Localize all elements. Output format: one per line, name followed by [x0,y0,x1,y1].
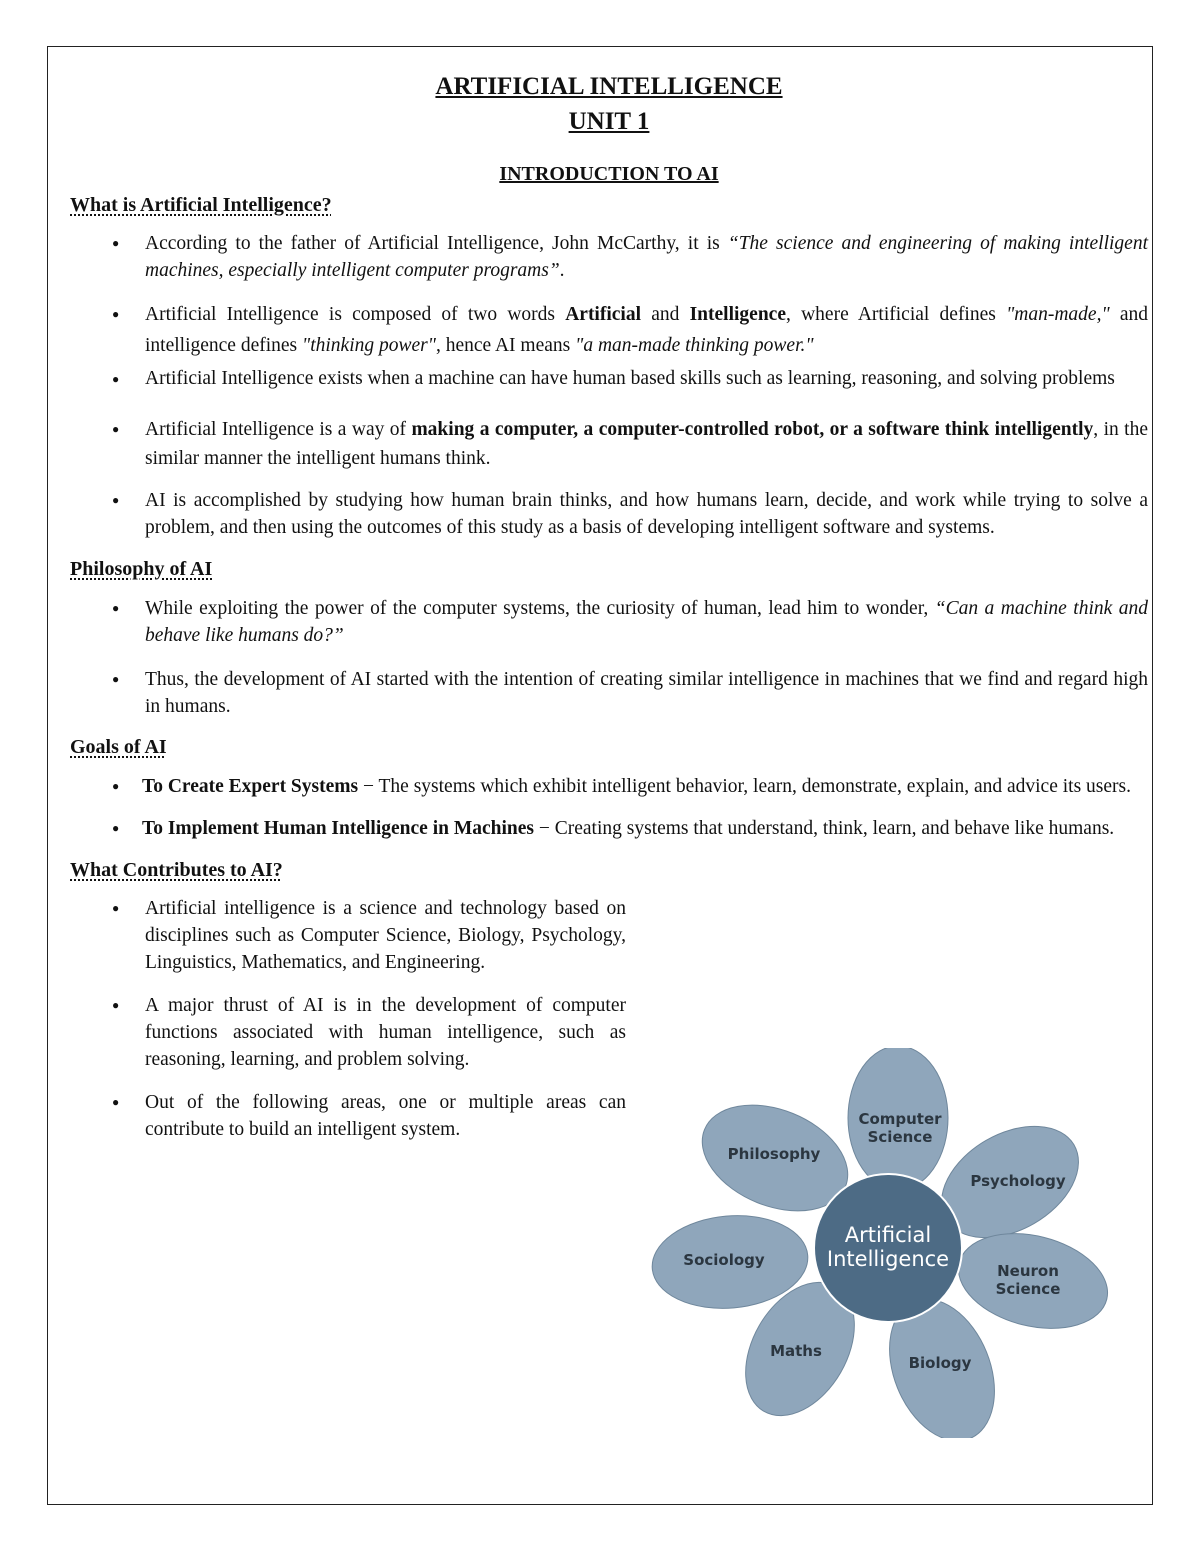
text: − Creating systems that understand, think, learn, and behave like humans. [534,818,1115,839]
text: and [641,304,690,325]
petal-label-computer-science-2: Science [867,1128,933,1146]
list-item: ● A major thrust of AI is in the development of computer functions associated with human intelligence, such as reasoning, learning, and problem solving. [70,992,626,1073]
petal-label-neuron-science-2: Science [995,1280,1061,1298]
list-item [70,415,1148,473]
quote: “The science and engineering of making intelligent machines, especially intelligent computer programs” [145,233,1148,281]
intro-heading: INTRODUCTION TO AI [499,163,719,185]
text: , hence AI means [435,335,576,356]
petal-label-sociology: Sociology [683,1251,765,1269]
list-item [70,299,1148,361]
contributes-heading: What Contributes to AI? [70,859,283,881]
bold-word: Artificial [565,304,642,325]
what-is-ai-list [70,230,1148,541]
center-label-line2: Intelligence [826,1247,950,1271]
list-item: ● Artificial intelligence is a science and technology based on disciplines such as Computer Science, Biology, Psychology, Linguistics, Mathematics, and Engineering. [70,895,626,976]
bold-phrase: To Create Expert Systems [142,776,359,797]
text: and intelligence defines [145,304,1149,356]
text: , where Artificial defines [786,304,1007,325]
petal-label-psychology: Psychology [970,1172,1066,1190]
list-item: ● Thus, the development of AI started with the intention of creating similar intelligence in machines that we find and regard high in humans. [70,666,1148,720]
center-label-line1: Artificial [844,1223,932,1247]
unit-title: UNIT 1 [568,108,650,135]
quote: "man-made," [1006,304,1110,325]
list-item [70,773,1148,800]
philosophy-heading: Philosophy of AI [70,558,213,580]
list-item [70,595,1148,649]
list-item: ● AI is accomplished by studying how human brain thinks, and how humans learn, decide, and work while trying to solve a problem, and then using the outcomes of this study as a basis of developing intelligent software and systems. [70,487,1148,541]
document-body [70,70,1148,1143]
quote: "a man-made thinking power." [575,335,814,356]
what-is-ai-heading: What is Artificial Intelligence? [70,194,332,216]
petal-label-neuron-science-1: Neuron [997,1262,1059,1280]
goals-list [70,773,1148,842]
quote: “Can a machine think and behave like humans do?” [145,598,1148,646]
quote: "thinking power" [302,335,436,356]
petal-label-biology: Biology [908,1354,972,1372]
text: Artificial Intelligence is a way of [145,419,412,440]
list-item [70,815,1148,842]
bold-phrase: making a computer, a computer-controlled robot, or a software think intelligently [411,419,1094,440]
document-title: ARTIFICIAL INTELLIGENCE [435,73,783,100]
text: According to the father of Artificial Intelligence, John McCarthy, it is [145,233,728,254]
text: , in the similar manner the intelligent humans think. [145,419,1148,469]
philosophy-list [70,595,1148,720]
goals-heading: Goals of AI [70,736,167,758]
list-item [70,230,1148,284]
petal-label-computer-science-1: Computer [858,1110,942,1128]
list-item: ● Artificial Intelligence exists when a machine can have human based skills such as learning, reasoning, and solving problems [70,364,1148,394]
petal-label-philosophy: Philosophy [727,1145,821,1163]
bold-word: Intelligence [689,304,786,325]
ai-disciplines-diagram [640,1048,1130,1438]
bold-phrase: To Implement Human Intelligence in Machines [142,818,534,839]
list-item: ● Out of the following areas, one or multiple areas can contribute to build an intelligent system. [70,1089,626,1143]
petal-label-maths: Maths [770,1342,822,1360]
text: Artificial Intelligence is composed of two words [145,304,566,325]
text: . [559,260,565,281]
text: While exploiting the power of the computer systems, the curiosity of human, lead him to wonder, [145,598,935,619]
contributes-list [70,895,626,1143]
text: − The systems which exhibit intelligent behavior, learn, demonstrate, explain, and advice its users. [358,776,1131,797]
